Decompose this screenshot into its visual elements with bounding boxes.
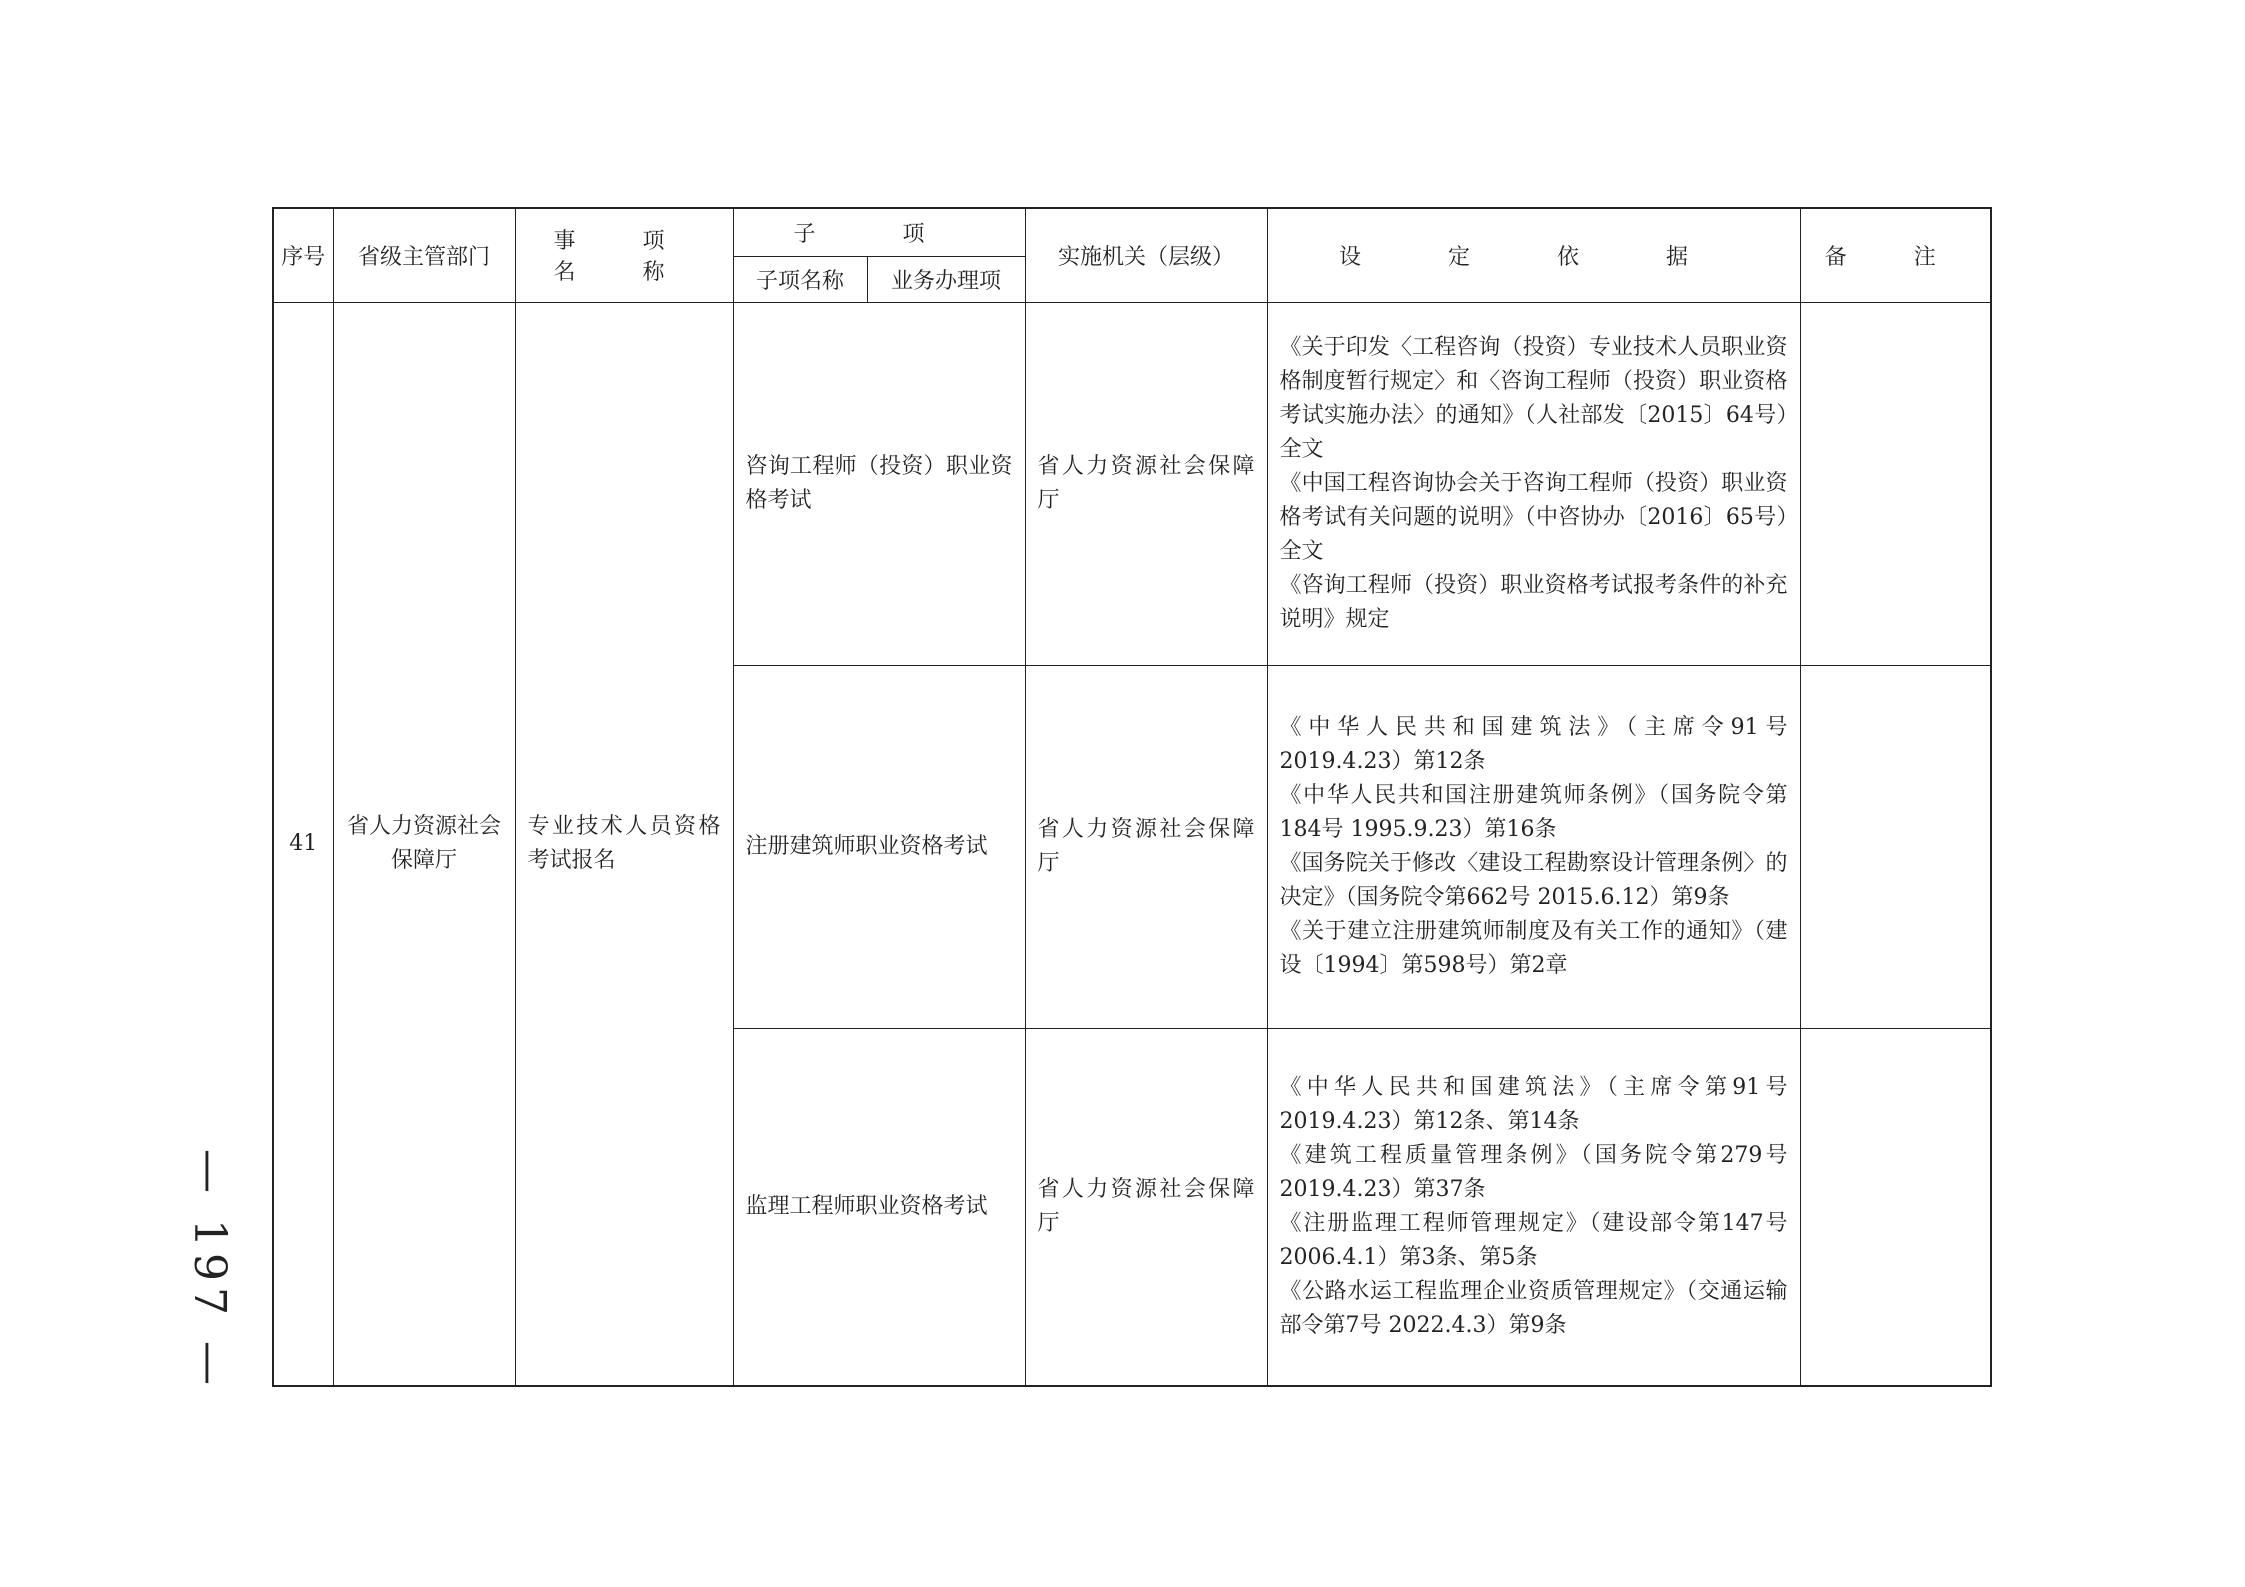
- row-dept: 省人力资源社会保障厅: [333, 302, 515, 1386]
- header-remark: 备 注: [1800, 208, 1991, 302]
- basis-line: 《中华人民共和国注册建筑师条例》（国务院令第184号 1995.9.23）第16条: [1279, 782, 1788, 842]
- page-number: — 197 —: [184, 1149, 236, 1391]
- subitem-remark: [1800, 302, 1991, 665]
- basis-line: 《中国工程咨询协会关于咨询工程师（投资）职业资格考试有关问题的说明》（中咨协办〔2016〕65号）全文: [1279, 470, 1788, 564]
- subitem-name: 咨询工程师（投资）职业资格考试: [733, 302, 1025, 665]
- table-row: [273, 302, 1991, 665]
- header-basis: 设 定 依 据: [1267, 208, 1800, 302]
- basis-line: 《中华人民共和国建筑法》（主席令第91号 2019.4.23）第12条、第14条: [1279, 1074, 1788, 1134]
- subitem-basis: [1267, 302, 1800, 665]
- row-seq: 41: [273, 302, 333, 1386]
- header-sub-item: 子 项: [733, 208, 1025, 256]
- header-dept: 省级主管部门: [333, 208, 515, 302]
- header-sub-name: 子项名称: [733, 256, 867, 302]
- subitem-remark: [1800, 1028, 1991, 1386]
- header-seq: 序号: [273, 208, 333, 302]
- subitem-name: 注册建筑师职业资格考试: [733, 665, 1025, 1028]
- basis-line: 《中华人民共和国建筑法》（主席令91号 2019.4.23）第12条: [1279, 714, 1788, 774]
- subitem-agency: 省人力资源社会保障厅: [1025, 1028, 1267, 1386]
- subitem-agency: 省人力资源社会保障厅: [1025, 665, 1267, 1028]
- basis-line: 《关于印发〈工程咨询（投资）专业技术人员职业资格制度暂行规定〉和〈咨询工程师（投资）职业资格考试实施办法〉的通知》（人社部发〔2015〕64号）全文: [1279, 334, 1788, 462]
- basis-line: 《国务院关于修改〈建设工程勘察设计管理条例〉的决定》（国务院令第662号 2015.6.12）第9条: [1279, 850, 1788, 910]
- basis-line: 《关于建立注册建筑师制度及有关工作的通知》（建设〔1994〕第598号）第2章: [1279, 918, 1788, 978]
- basis-line: 《注册监理工程师管理规定》（建设部令第147号 2006.4.1）第3条、第5条: [1279, 1210, 1788, 1270]
- header-sub-biz: 业务办理项: [867, 256, 1025, 302]
- row-item-name: 专业技术人员资格考试报名: [515, 302, 733, 1386]
- subitem-basis: [1267, 665, 1800, 1028]
- basis-line: 《建筑工程质量管理条例》（国务院令第279号 2019.4.23）第37条: [1279, 1142, 1788, 1202]
- subitem-name: 监理工程师职业资格考试: [733, 1028, 1025, 1386]
- basis-line: 《咨询工程师（投资）职业资格考试报考条件的补充说明》规定: [1279, 572, 1788, 632]
- basis-line: 《公路水运工程监理企业资质管理规定》（交通运输部令第7号 2022.4.3）第9条: [1279, 1278, 1788, 1338]
- header-agency: 实施机关（层级）: [1025, 208, 1267, 302]
- subitem-remark: [1800, 665, 1991, 1028]
- administrative-items-table: [272, 207, 1992, 1387]
- subitem-agency: 省人力资源社会保障厅: [1025, 302, 1267, 665]
- subitem-basis: [1267, 1028, 1800, 1386]
- header-item-name: 事 项 名 称: [515, 208, 733, 302]
